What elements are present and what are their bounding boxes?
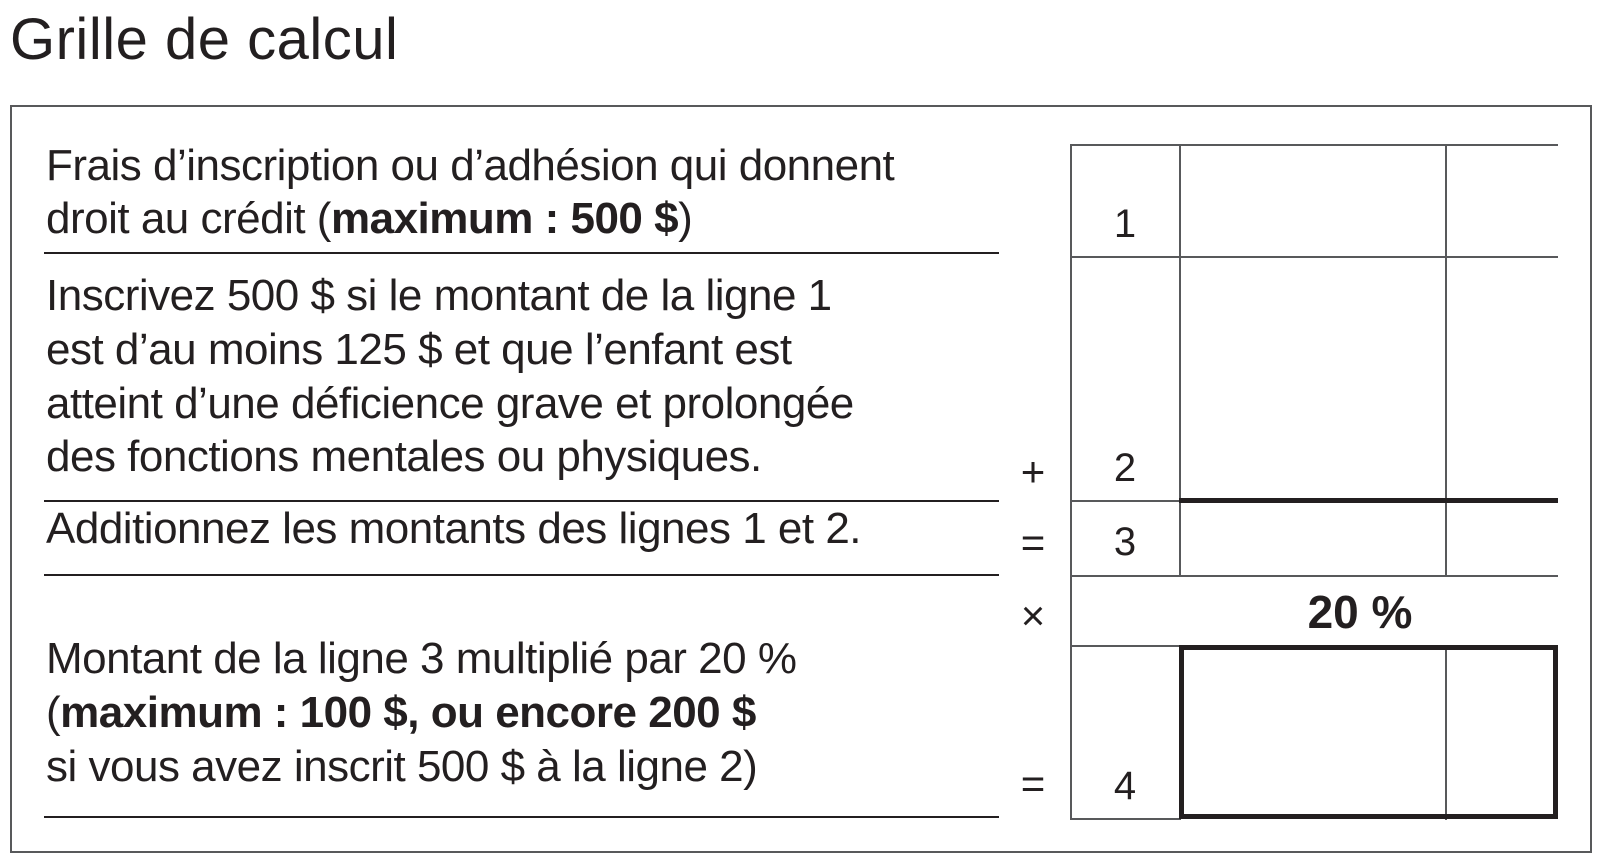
line3-cents-field[interactable] bbox=[1448, 504, 1558, 574]
line3-dollars-field[interactable] bbox=[1182, 504, 1444, 574]
grid-cents-divider bbox=[1445, 144, 1447, 576]
line4-dollars-field[interactable] bbox=[1184, 650, 1444, 814]
line1-text-b: droit au crédit ( bbox=[46, 194, 331, 243]
line4-cents-field[interactable] bbox=[1448, 650, 1553, 814]
line1-maximum: maximum : 500 $ bbox=[330, 194, 679, 243]
line4-text-b-open: ( bbox=[46, 688, 61, 737]
line3-underline bbox=[44, 574, 999, 576]
multiply-operator: × bbox=[1020, 592, 1046, 639]
line1-cents-field[interactable] bbox=[1448, 147, 1558, 255]
line4-underline bbox=[44, 816, 999, 818]
grid-multiply-bottom bbox=[1070, 645, 1180, 647]
line2-text-d: des fonctions mentales ou physiques. bbox=[46, 432, 762, 481]
grid-line2-bottom-number bbox=[1070, 500, 1180, 502]
line3-equals-operator: = bbox=[1020, 519, 1046, 566]
grid-line4-bottom-number bbox=[1070, 818, 1180, 820]
line1-dollars-field[interactable] bbox=[1182, 147, 1444, 255]
line2-dollars-field[interactable] bbox=[1182, 259, 1444, 497]
line4-text-c: si vous avez inscrit 500 $ à la ligne 2) bbox=[46, 742, 758, 791]
line2-text-a: Inscrivez 500 $ si le montant de la ligne 1 bbox=[46, 271, 832, 320]
grid-number-divider bbox=[1179, 144, 1181, 576]
line2-underline bbox=[44, 500, 999, 502]
line3-number: 3 bbox=[1113, 520, 1137, 564]
line2-plus-operator: + bbox=[1020, 448, 1046, 495]
line1-underline bbox=[44, 252, 999, 254]
line2-text-c: atteint d’une déficience grave et prolongée bbox=[46, 379, 854, 428]
grid-line3-bottom bbox=[1070, 575, 1558, 577]
grid-left-border bbox=[1070, 144, 1072, 820]
line3-text: Additionnez les montants des lignes 1 et 2. bbox=[46, 504, 862, 553]
line2-cents-field[interactable] bbox=[1448, 259, 1558, 497]
line4-number: 4 bbox=[1113, 764, 1137, 808]
line1-text-c: ) bbox=[678, 194, 693, 243]
line4-maximum: maximum : 100 $, ou encore 200 $ bbox=[60, 688, 756, 737]
line4-equals-operator: = bbox=[1020, 760, 1046, 807]
grid-top-line bbox=[1070, 144, 1558, 146]
line2-number: 2 bbox=[1113, 446, 1137, 490]
line2-text-b: est d’au moins 125 $ et que l’enfant est bbox=[46, 325, 792, 374]
multiplier-rate: 20 % bbox=[1307, 586, 1413, 638]
page-title: Grille de calcul bbox=[10, 7, 399, 72]
line4-text-b-wrapper bbox=[46, 686, 756, 739]
grid-line2-total-rule bbox=[1179, 498, 1558, 503]
line4-text-a: Montant de la ligne 3 multiplié par 20 % bbox=[46, 634, 797, 683]
line1-number: 1 bbox=[1113, 202, 1137, 246]
line1-text-b-wrapper bbox=[46, 192, 692, 245]
grid-line1-bottom bbox=[1070, 256, 1558, 258]
line1-text-a: Frais d’inscription ou d’adhésion qui donnent bbox=[46, 141, 895, 190]
